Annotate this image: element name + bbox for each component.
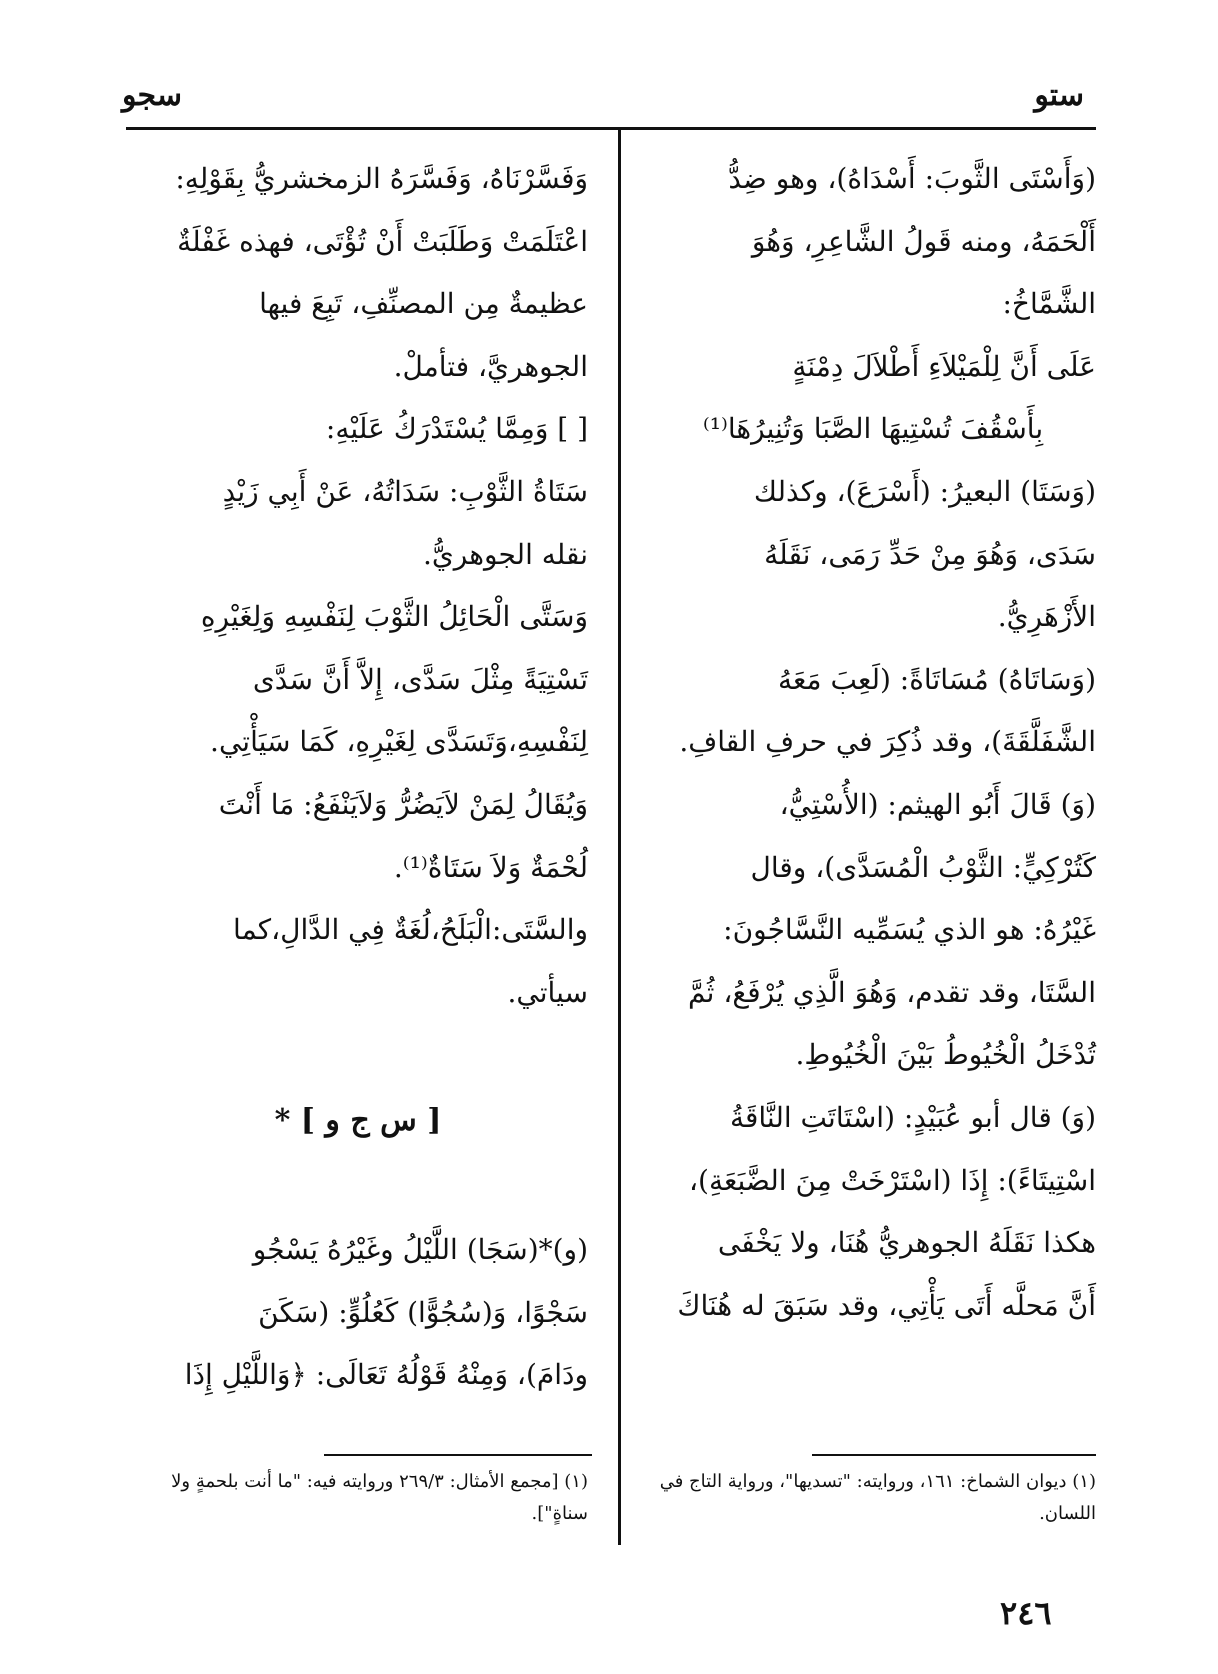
text-line: (وَ) قَالَ أَبُو الهيثم: (الأُسْتِيُّ،: [779, 787, 1096, 821]
text-line: غَيْرُهُ: هو الذي يُسَمِّيه النَّسَّاجُونَ:: [723, 913, 1096, 947]
left-column: [128, 148, 588, 1407]
text-line: وَفَسَّرْنَاهُ، وَفَسَّرَهُ الزمخشريُّ بِقَوْلِهِ:: [175, 162, 588, 195]
text-line: عظيمةٌ مِن المصنِّفِ، تَبِعَ فيها: [259, 287, 588, 321]
text-line: الشَّمَّاخُ:: [1002, 287, 1096, 321]
text-line: (وَسَتَا) البعيرُ: (أَسْرَعَ)، وكذلك: [753, 474, 1096, 508]
text-line: سَتَاةُ الثَّوْبِ: سَدَاتُهُ، عَنْ أَبِي زَيْدٍ: [222, 474, 588, 508]
text-line: وَسَتَّى الْحَائِلُ الثَّوْبَ لِنَفْسِهِ وَلِغَيْرِهِ: [200, 600, 588, 634]
text-line: هكذا نَقَلَهُ الجوهريُّ هُنَا، ولا يَخْفَى: [717, 1226, 1096, 1260]
page-number: ٢٤٦: [1000, 1594, 1052, 1632]
footnote-rule-left: [324, 1454, 592, 1456]
text-line: وَيُقَالُ لِمَنْ لاَيَضُرُّ وَلاَيَنْفَعُ: مَا أَنْتَ: [218, 787, 588, 821]
text-line: تَسْتِيَةً مِثْلَ سَدَّى، إِلاَّ أَنَّ سَدَّى: [252, 662, 588, 696]
right-column: [650, 148, 1096, 1337]
footnote-right: (١) ديوان الشماخ: ١٦١، وروايته: "تسديها"، ورواية التاج في اللسان.: [659, 1471, 1096, 1524]
text-line: اسْتِيتَاءً): إِذَا (اسْتَرْخَتْ مِنَ الضَّبَعَةِ)،: [689, 1163, 1096, 1197]
text-line: اعْتَلَمَتْ وَطَلَبَتْ أَنْ تُؤْتَى، فهذه غَفْلَةٌ: [177, 224, 588, 258]
header-rule: [126, 127, 1096, 130]
header-word-left: سجو: [122, 78, 182, 113]
footnote-rule-right: [812, 1454, 1096, 1456]
text-line: [ ] وَمِمَّا يُسْتَدْرَكُ عَلَيْهِ:: [325, 412, 588, 446]
text-line: (وَسَاتَاهُ) مُسَاتَاةً: (لَعِبَ مَعَهُ: [778, 662, 1096, 696]
text-line: نقله الجوهريُّ.: [422, 537, 588, 571]
text-line: كَتُرْكِيٍّ: الثَّوْبُ الْمُسَدَّى)، وقال: [750, 850, 1096, 884]
text-line: لِنَفْسِهِ،وَتَسَدَّى لِغَيْرِهِ، كَمَا سَيَأْتِي.: [210, 725, 588, 759]
text-line: الجوهريَّ، فتأملْ.: [393, 349, 588, 383]
entry-heading: [ س ج و ] *: [274, 1103, 442, 1139]
header-word-right: ستو: [1034, 78, 1084, 113]
verse-line: عَلَى أَنَّ لِلْمَيْلاَءِ أَطْلاَلَ دِمْنَةٍ: [792, 349, 1096, 383]
text-line: تُدْخَلُ الْخُيُوطُ بَيْنَ الْخُيُوطِ.: [795, 1038, 1096, 1072]
text-line: سيأتي.: [507, 975, 588, 1009]
column-divider: [618, 127, 621, 1545]
text-line: لُحْمَةٌ وَلاَ سَتَاةٌ⁽¹⁾.: [393, 850, 588, 884]
text-line: أَلْحَمَهُ، ومنه قَولُ الشَّاعِرِ، وَهُوَ: [751, 224, 1096, 258]
verse-line: بِأَسْقُفَ تُسْتِيهَا الصَّبَا وَتُنِيرُهَا⁽¹⁾: [702, 412, 1044, 446]
text-line: سَجْوًا، وَ(سُجُوًّا) كَعُلُوٍّ: (سَكَنَ: [258, 1295, 588, 1329]
footnote-left: (١) [مجمع الأمثال: ٢٦٩/٣ وروايته فيه: "ما أنت بلحمةٍ ولا سناةٍ"].: [171, 1471, 588, 1524]
text-line: (وَ) قال أبو عُبَيْدٍ: (اسْتَاتَتِ النَّاقَةُ: [729, 1100, 1096, 1134]
text-line: الأَزْهَرِيُّ.: [997, 600, 1096, 634]
text-line: الشَّفَلَّقَةَ)، وقد ذُكِرَ في حرفِ القافِ.: [679, 725, 1096, 759]
text-line: سَدَى، وَهُوَ مِنْ حَدِّ رَمَى، نَقَلَهُ: [764, 537, 1096, 571]
text-line: السَّتَا، وقد تقدم، وَهُوَ الَّذِي يُرْفَعُ، ثُمَّ: [687, 975, 1096, 1009]
text-line: (وَأَسْتَى الثَّوبَ: أَسْدَاهُ)، وهو ضِدُّ: [728, 162, 1096, 195]
text-line: ودَامَ)، وَمِنْهُ قَوْلُهُ تَعَالَى: ﴿وَاللَّيْلِ إِذَا: [184, 1358, 588, 1392]
text-line: (و)*(سَجَا) اللَّيْلُ وغَيْرُهُ يَسْجُو: [252, 1232, 588, 1266]
text-line: أَنَّ مَحلَّه أَتَى يَأْتِي، وقد سَبَقَ له هُنَاكَ: [677, 1288, 1096, 1322]
text-line: والسَّتَى:الْبَلَحُ،لُغَةٌ فِي الدَّالِ،كما: [233, 913, 588, 947]
